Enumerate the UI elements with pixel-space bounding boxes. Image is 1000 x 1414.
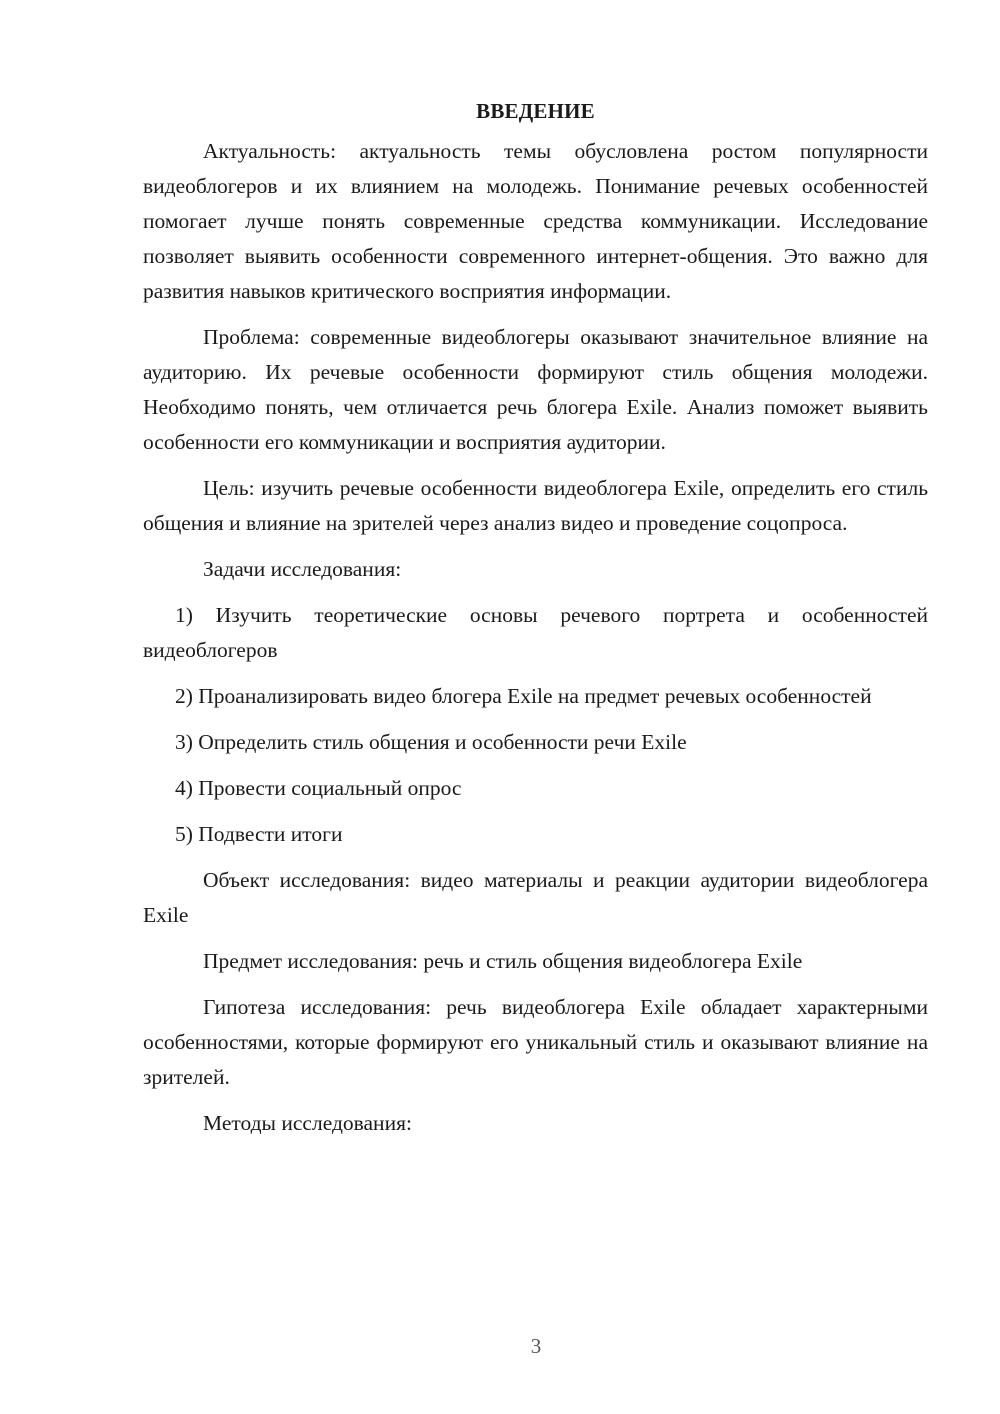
tasks-heading: Задачи исследования: (203, 557, 402, 581)
page-title: ВВЕДЕНИЕ (476, 99, 595, 123)
task-item-3: 3) Определить стиль общения и особенности речи Exile (175, 730, 687, 754)
tasks-list (143, 598, 928, 852)
subject-paragraph: Предмет исследования: речь и стиль общения видеоблогера Exile (203, 949, 803, 973)
task-item-5: 5) Подвести итоги (175, 822, 343, 846)
object-paragraph: Объект исследования: видео материалы и реакции аудитории видеоблогера Exile (143, 868, 928, 927)
methods-heading: Методы исследования: (203, 1111, 412, 1135)
hypothesis-paragraph: Гипотеза исследования: речь видеоблогера Exile обладает характерными особенностями, которые формируют его уникальный стиль и оказывают влияние на зрителей. (143, 995, 928, 1089)
task-item-4: 4) Провести социальный опрос (175, 776, 462, 800)
task-item-2: 2) Проанализировать видео блогера Exile на предмет речевых особенностей (175, 684, 872, 708)
page-number: 3 (530, 1334, 542, 1358)
task-item-1: 1) Изучить теоретические основы речевого портрета и особенностей видеоблогеров (143, 603, 928, 662)
goal-paragraph: Цель: изучить речевые особенности видеоблогера Exile, определить его стиль общения и влияние на зрителей через анализ видео и проведение соцопроса. (143, 476, 928, 535)
problem-paragraph: Проблема: современные видеоблогеры оказывают значительное влияние на аудиторию. Их речевые особенности формируют стиль общения молодежи. Необходимо понять, чем отличается речь блогера Exile. Анализ поможет выявить особенности его коммуникации и восприятия аудитории. (143, 325, 928, 454)
relevance-paragraph: Актуальность: актуальность темы обусловлена ростом популярности видеоблогеров и их влиянием на молодежь. Понимание речевых особенностей помогает лучше понять современные средства коммуникации. Исследование позволяет выявить особенности современного интернет-общения. Это важно для развития навыков критического восприятия информации. (143, 139, 928, 303)
document-page (143, 96, 928, 1152)
